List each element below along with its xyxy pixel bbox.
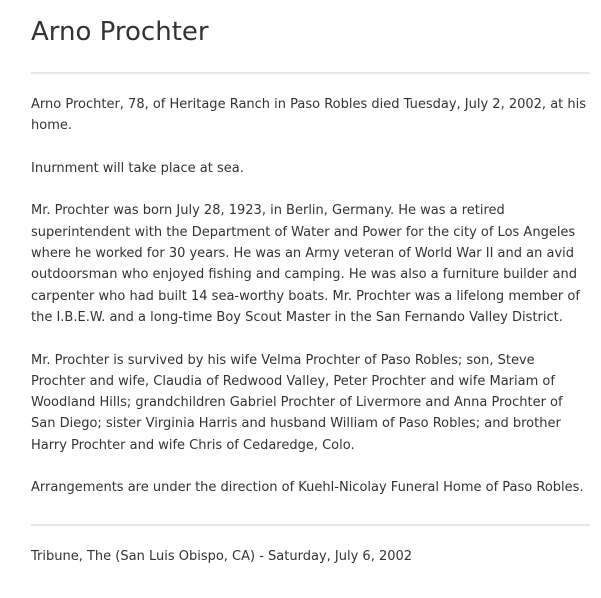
paragraph-biography: Mr. Prochter was born July 28, 1923, in Berlin, Germany. He was a retired superintendent with the Department of Water and Power for the city of Los Angeles where he worked for 30 years. He was an Army veteran of World War II and an avid outdoorsman who enjoyed fishing and camping. He was also a furniture builder and carpenter who had built 14 sea-worthy boats. Mr. Prochter was a lifelong member of the I.B.E.W. and a long-time Boy Scout Master in the San Fernando Valley District. bbox=[31, 203, 580, 325]
bottom-divider bbox=[31, 524, 590, 526]
paragraph-inurnment: Inurnment will take place at sea. bbox=[31, 160, 244, 176]
obituary-body bbox=[31, 94, 591, 520]
paragraph-arrangements: Arrangements are under the direction of Kuehl-Nicolay Funeral Home of Paso Robles. bbox=[31, 480, 584, 496]
paragraph-death-notice: Arno Prochter, 78, of Heritage Ranch in Paso Robles died Tuesday, July 2, 2002, at his home. bbox=[31, 97, 587, 134]
paragraph-survivors: Mr. Prochter is survived by his wife Velma Prochter of Paso Robles; son, Steve Prochter and wife, Claudia of Redwood Valley, Peter Prochter and wife Mariam of Woodland Hills; grandchildren Gabriel Prochter of Livermore and Anna Prochter of San Diego; sister Virginia Harris and husband William of Paso Robles; and brother Harry Prochter and wife Chris of Cedaredge, Colo. bbox=[31, 352, 563, 453]
source-citation: Tribune, The (San Luis Obispo, CA) - Saturday, July 6, 2002 bbox=[31, 549, 413, 564]
page-title: Arno Prochter bbox=[31, 17, 209, 47]
top-divider bbox=[31, 72, 590, 74]
